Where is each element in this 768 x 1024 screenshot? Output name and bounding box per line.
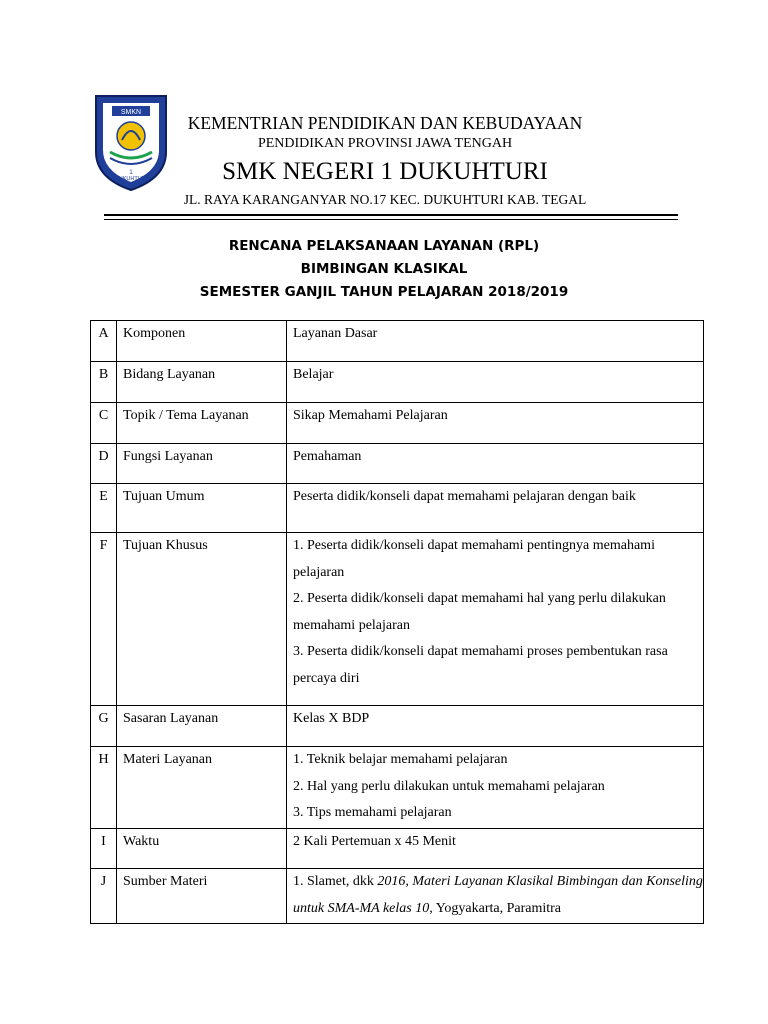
material-item: 2. Hal yang perlu dilakukan untuk memahami pelajaran: [293, 778, 605, 794]
rpl-table: [90, 320, 704, 924]
document-semester: SEMESTER GANJIL TAHUN PELAJARAN 2018/2019: [199, 284, 569, 300]
province-name: PENDIDIKAN PROVINSI JAWA TENGAH: [257, 136, 513, 151]
table-row: [91, 829, 704, 869]
row-letter: D: [91, 444, 117, 484]
row-label: Materi Layanan: [117, 747, 287, 829]
row-label: Waktu: [117, 829, 287, 869]
table-row: [91, 444, 704, 484]
material-item: 1. Teknik belajar memahami pelajaran: [293, 752, 508, 767]
row-content: Kelas X BDP: [287, 706, 704, 747]
table-row: [91, 362, 704, 403]
ministry-name: KEMENTRIAN PENDIDIKAN DAN KEBUDAYAAN: [187, 113, 583, 133]
row-letter: C: [91, 403, 117, 444]
document-subtitle: BIMBINGAN KLASIKAL: [300, 261, 468, 277]
row-letter: I: [91, 829, 117, 869]
table-row: [91, 747, 704, 829]
document-title: RENCANA PELAKSANAAN LAYANAN (RPL): [228, 238, 540, 254]
table-row: [91, 533, 704, 706]
svg-text:DUKUHTURI: DUKUHTURI: [114, 176, 148, 182]
row-content: Sikap Memahami Pelajaran: [287, 403, 704, 444]
school-name: SMK NEGERI 1 DUKUHTURI: [222, 158, 548, 185]
row-letter: E: [91, 484, 117, 533]
table-row: [91, 869, 704, 924]
school-logo: [92, 92, 170, 192]
row-letter: A: [91, 321, 117, 362]
material-item: 3. Tips memahami pelajaran: [293, 805, 452, 820]
row-label: Tujuan Khusus: [117, 533, 287, 706]
row-content: 2 Kali Pertemuan x 45 Menit: [287, 829, 704, 869]
row-content: Layanan Dasar: [287, 321, 704, 362]
row-label: Tujuan Umum: [117, 484, 287, 533]
table-row: [91, 484, 704, 533]
row-letter: B: [91, 362, 117, 403]
row-letter: G: [91, 706, 117, 747]
row-label: Komponen: [117, 321, 287, 362]
row-content: Pemahaman: [287, 444, 704, 484]
goal-item: 3. Peserta didik/konseli dapat memahami proses pembentukan rasa percaya diri: [293, 644, 668, 686]
goal-item: 2. Peserta didik/konseli dapat memahami hal yang perlu dilakukan memahami pelajaran: [293, 591, 666, 633]
row-letter: F: [91, 533, 117, 706]
row-label: Fungsi Layanan: [117, 444, 287, 484]
row-content: [287, 747, 704, 829]
source-title: 2016, Materi Layanan Klasikal Bimbingan dan Konseling untuk SMA-MA kelas 10: [293, 874, 703, 916]
table-row: [91, 321, 704, 362]
row-content: Belajar: [287, 362, 704, 403]
table-row: [91, 706, 704, 747]
school-address: JL. RAYA KARANGANYAR NO.17 KEC. DUKUHTURI KAB. TEGAL: [183, 192, 587, 207]
svg-text:SMKN: SMKN: [120, 109, 142, 116]
source-prefix: 1. Slamet, dkk: [293, 874, 378, 889]
row-content: [287, 533, 704, 706]
row-label: Sumber Materi: [117, 869, 287, 924]
goal-item: 1. Peserta didik/konseli dapat memahami pentingnya memahami pelajaran: [293, 538, 655, 580]
source-suffix: , Yogyakarta, Paramitra: [429, 900, 562, 916]
row-content: [287, 869, 704, 924]
row-content: Peserta didik/konseli dapat memahami pelajaran dengan baik: [287, 484, 704, 533]
table-row: [91, 403, 704, 444]
row-label: Sasaran Layanan: [117, 706, 287, 747]
row-letter: J: [91, 869, 117, 924]
row-label: Topik / Tema Layanan: [117, 403, 287, 444]
letterhead-rule-thick: [104, 214, 678, 216]
letterhead-rule-thin: [104, 219, 678, 220]
svg-text:1: 1: [129, 170, 133, 176]
row-label: Bidang Layanan: [117, 362, 287, 403]
row-letter: H: [91, 747, 117, 829]
